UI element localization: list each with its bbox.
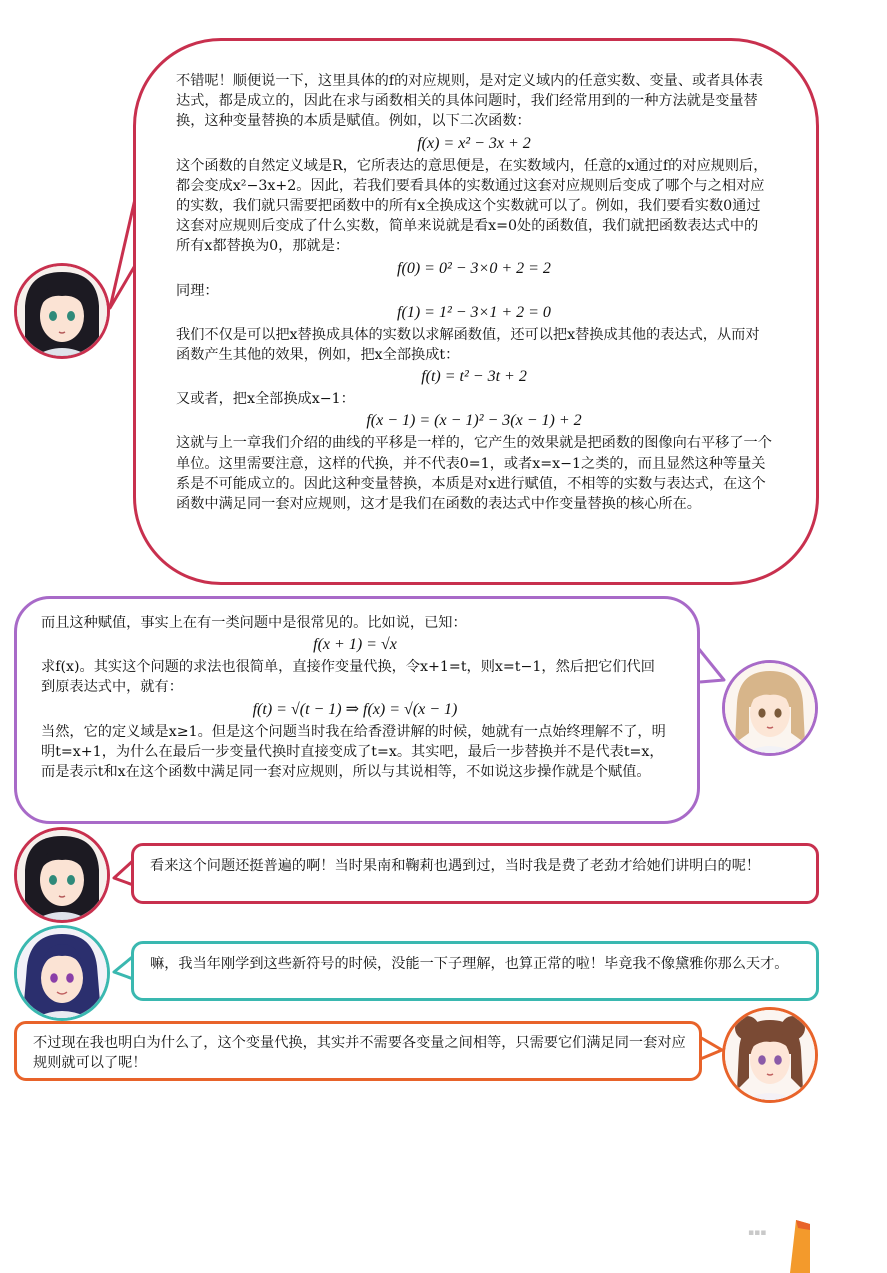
b1-equation-5: f(x − 1) = (x − 1)² − 3(x − 1) + 2 [366, 412, 582, 430]
b1-para-4: 我们不仅是可以把x替换成具体的实数以求解函数值，还可以把x替换成其他的表达式，从而对函数产生其他的效果，例如，把x全部换成t： [176, 326, 760, 364]
character-portrait-icon [17, 266, 107, 356]
b2-para-3: 当然，它的定义域是x≥1。但是这个问题当时我在给香澄讲解的时候，她就有一点始终理解不了，明明t=x+1，为什么在最后一步变量代换时直接变成了t=x。其实吧，最后一步替换并不是代表t=x，而是表示t和x在这个函数中满足同一套对应规则，所以与其说相等，不如说这步操作就是个赋值。 [41, 723, 666, 781]
b1-para-1: 不错呢！顺便说一下，这里具体的f的对应规则，是对定义域内的任意实数、变量、或者具体表达式，都是成立的，因此在求与函数相关的具体问题时，我们经常用到的一种方法就是变量替换，这种变量替换的本质是赋值。例如，以下二次函数： [176, 73, 763, 130]
avatar-navy-hair [14, 925, 110, 1021]
character-portrait-icon [17, 928, 107, 1018]
character-portrait-icon [725, 1010, 815, 1100]
b1-para-5: 又或者，把x全部换成x−1： [176, 391, 355, 408]
b1-equation-3: f(1) = 1² − 3×1 + 2 = 0 [397, 303, 551, 321]
character-portrait-icon [725, 663, 815, 753]
b2-equation-2: f(t) = √(t − 1) ⇒ f(x) = √(x − 1) [252, 700, 458, 718]
b1-equation-2: f(0) = 0² − 3×0 + 2 = 2 [397, 259, 551, 277]
b3-text: 看来这个问题还挺普遍的啊！当时果南和鞠莉也遇到过，当时我是费了老劲才给她们讲明白的呢！ [150, 858, 761, 874]
page-corner-dots: ▪▪▪ [748, 1228, 767, 1238]
b1-para-6: 这就与上一章我们介绍的曲线的平移是一样的，它产生的效果就是把函数的图像向右平移了一个单位。这里需要注意，这样的代换，并不代表0=1，或者x=x−1之类的，而且显然这种等量关系是不可能成立的。因此这种变量替换，本质是对x进行赋值，不相等的实数与表达式，在这个函数中满足同一套对应规则，这才是我们在函数的表达式中作变量替换的核心所在。 [176, 435, 772, 513]
b2-equation-1: f(x + 1) = √x [313, 636, 397, 654]
speech-bubble-3 [131, 843, 819, 904]
b1-equation-1: f(x) = x² − 3x + 2 [417, 134, 531, 152]
b2-para-2: 求f(x)。其实这个问题的求法也很简单，直接作变量代换，令x+1=t，则x=t−1，然后把它们代回到原表达式中，就有： [41, 659, 655, 696]
character-portrait-icon [17, 830, 107, 920]
b1-para-2: 这个函数的自然定义域是R，它所表达的意思便是，在实数域内，任意的x通过f的对应规则后，都会变成x²−3x+2。因此，若我们要看具体的实数通过这套对应规则后变成了哪个与之相对应的实数，我们就只需要把函数中的所有x全换成这个实数就可以了。例如，我们要看实数0通过这套对应规则后变成了什么实数，简单来说就是看x=0处的函数值，我们就把函数表达式中的所有x都替换为0，那就是： [176, 157, 768, 255]
speech-bubble-2 [14, 596, 700, 824]
page-corner-tab-icon [790, 1220, 810, 1273]
speech-bubble-1 [133, 38, 819, 585]
avatar-black-hair-2 [14, 827, 110, 923]
b4-text: 嘛，我当年刚学到这些新符号的时候，没能一下子理解，也算正常的啦！毕竟我不像黛雅你那么天才。 [150, 956, 789, 972]
avatar-light-brown-hair [722, 660, 818, 756]
b2-para-1: 而且这种赋值，事实上在有一类问题中是很常见的。比如说，已知： [41, 615, 467, 631]
speech-bubble-4 [131, 941, 819, 1001]
avatar-black-hair-1 [14, 263, 110, 359]
avatar-brown-hair-buns [722, 1007, 818, 1103]
b1-para-3: 同理： [176, 282, 219, 299]
b1-equation-4: f(t) = t² − 3t + 2 [421, 368, 527, 386]
speech-bubble-5 [14, 1021, 702, 1081]
b5-text: 不过现在我也明白为什么了，这个变量代换，其实并不需要各变量之间相等，只需要它们满足同一套对应规则就可以了呢！ [33, 1035, 686, 1072]
